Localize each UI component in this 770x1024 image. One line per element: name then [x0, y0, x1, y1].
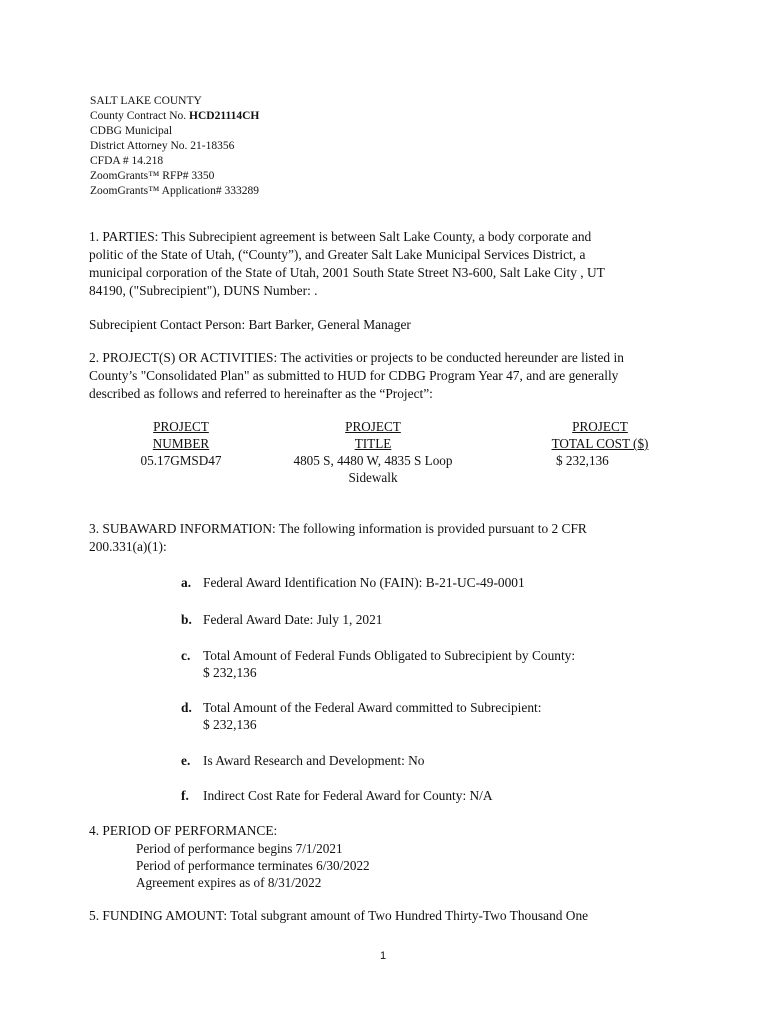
project-number-header-2: NUMBER	[152, 436, 210, 451]
subaward-section	[89, 520, 587, 556]
parties-section	[89, 228, 605, 300]
district-attorney-line: District Attorney No. 21-18356	[90, 140, 235, 152]
parties-line-2: politic of the State of Utah, (“County”), and Greater Salt Lake Municipal Services District, a	[89, 247, 586, 262]
subaward-item-f	[181, 787, 493, 805]
project-title-header-1: PROJECT	[345, 419, 401, 434]
project-title-value-2: Sidewalk	[348, 470, 398, 485]
project-cost-value: $ 232,136	[556, 453, 609, 468]
item-letter: b.	[181, 612, 192, 627]
projects-line-1: 2. PROJECT(S) OR ACTIVITIES: The activities or projects to be conducted hereunder are listed in	[89, 350, 624, 365]
subaward-item-a	[181, 574, 525, 592]
subaward-item-d-amount: $ 232,136	[203, 717, 257, 732]
projects-line-3: described as follows and referred to hereinafter as the “Project”:	[89, 386, 433, 401]
project-cost-header-1: PROJECT	[572, 419, 628, 434]
item-letter: d.	[181, 700, 192, 715]
project-number-column	[111, 418, 251, 469]
item-letter: f.	[181, 788, 189, 803]
item-text: Is Award Research and Development: No	[203, 753, 425, 768]
subaward-item-c	[181, 647, 575, 665]
project-title-column	[273, 418, 473, 486]
project-number-header-1: PROJECT	[153, 419, 209, 434]
item-text: Federal Award Identification No (FAIN): B-21-UC-49-0001	[203, 575, 525, 590]
page-number: 1	[380, 950, 387, 962]
period-list	[136, 840, 370, 891]
projects-line-2: County’s "Consolidated Plan" as submitted to HUD for CDBG Program Year 47, and are generally	[89, 368, 619, 383]
subaward-item-d	[181, 699, 541, 717]
item-text: Federal Award Date: July 1, 2021	[203, 612, 383, 627]
subaward-line-1: 3. SUBAWARD INFORMATION: The following information is provided pursuant to 2 CFR	[89, 521, 587, 536]
funding-amount-line: 5. FUNDING AMOUNT: Total subgrant amount of Two Hundred Thirty-Two Thousand One	[89, 908, 589, 923]
agreement-expires: Agreement expires as of 8/31/2022	[136, 875, 322, 890]
header-block	[90, 94, 259, 199]
parties-line-4: 84190, ("Subrecipient"), DUNS Number: .	[89, 283, 318, 298]
item-text: Indirect Cost Rate for Federal Award for County: N/A	[203, 788, 493, 803]
contact-person: Subrecipient Contact Person: Bart Barker, General Manager	[89, 317, 411, 332]
rfp-line: ZoomGrants™ RFP# 3350	[90, 170, 215, 182]
cdbg-line: CDBG Municipal	[90, 125, 173, 137]
period-terminates: Period of performance terminates 6/30/2022	[136, 858, 370, 873]
contract-label: County Contract No.	[90, 110, 190, 122]
contract-number-line	[90, 109, 259, 124]
item-text: Total Amount of Federal Funds Obligated to Subrecipient by County:	[203, 648, 576, 663]
period-heading: 4. PERIOD OF PERFORMANCE:	[89, 823, 278, 838]
item-letter: c.	[181, 648, 191, 663]
subaward-item-b	[181, 611, 383, 629]
item-letter: a.	[181, 575, 192, 590]
subaward-line-2: 200.331(a)(1):	[89, 539, 167, 554]
parties-line-3: municipal corporation of the State of Utah, 2001 South State Street N3-600, Salt Lake City , UT	[89, 265, 605, 280]
subaward-item-e	[181, 752, 425, 770]
parties-line-1: 1. PARTIES: This Subrecipient agreement is between Salt Lake County, a body corporate and	[89, 229, 592, 244]
subaward-item-c-amount: $ 232,136	[203, 665, 257, 680]
projects-section	[89, 349, 624, 403]
project-title-header-2: TITLE	[354, 436, 392, 451]
project-cost-header-2: TOTAL COST ($)	[551, 436, 649, 451]
project-number-value: 05.17GMSD47	[140, 453, 222, 468]
contract-number: HCD21114CH	[189, 110, 260, 122]
item-text: Total Amount of the Federal Award committed to Subrecipient:	[203, 700, 542, 715]
cfda-line: CFDA # 14.218	[90, 155, 164, 167]
period-begins: Period of performance begins 7/1/2021	[136, 841, 343, 856]
application-line: ZoomGrants™ Application# 333289	[90, 185, 260, 197]
project-title-value-1: 4805 S, 4480 W, 4835 S Loop	[293, 453, 453, 468]
project-cost-column	[530, 418, 670, 469]
item-letter: e.	[181, 753, 191, 768]
county-name: SALT LAKE COUNTY	[90, 95, 202, 107]
